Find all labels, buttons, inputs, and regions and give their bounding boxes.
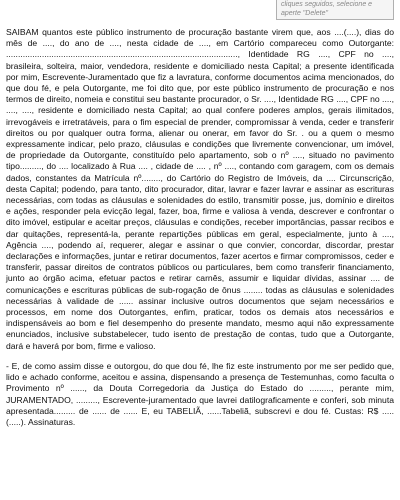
procuration-paragraph[interactable]: SAIBAM quantos este público instrumento de procuração bastante virem que, aos ....(....), dias do mês de ...., do ano de ...., nesta cidade de ...., em Cartório compareceu como Outorgante: ................................................................................................., Identidade RG ...., CPF no ...., brasileira, solteira, maior, vendedora, residente e domiciliado nesta Capital; a presente identificada por mim, Escrevente-Juramentado que fiz a lavratura, conforme documentos acima mencionados, do que dou fé, e pela Outorgante, me foi dito que, por este público instrumento de procuração e nos termos de direito, nomeia e constitui seu bastante procurador, o Sr. ...., Identidade RG ...., CPF no ...., ...., ...., residente e domiciliado nesta Capital; ao qual confere poderes amplos, gerais ilimitados, irrevogáveis e irretratáveis, para o fim especial de prender, compromissar à venda, ceder e transferir direitos ou por qualquer outra forma, alienar ou onerar, em favor do Sr. . ou a quem o mesmo expressamente indicar, pelo prazo, cláusulas e condições que livremente convencionar, um imóvel, de propriedade da Outorgante, constituído pelo apartamento, sob o nº ...., situado no pavimento tipo........., do .... localizado à Rua .... , cidade de .... , nº ...., contando com garagem, com os demais dados, constantes da Matrícula nº........, do Cartório do Registro de Imóveis, da .... Circunscrição, desta Capital; podendo, para tanto, dito procurador, ditar, lavrar e fazer lavrar e assinar as escrituras necessárias, com todas as cláusulas e solenidades do estilo, transmitir posse, jus, domínio e direitos e ações, responder pela evicção legal, fazer, boa, firme e valiosa à venda, descrever e confrontar o dito imóvel, estipular e aceitar preços, cláusulas e condições, receber importâncias, passar recibos e dar quitações, representá-la, perante repartições públicas em geral, especialmente, junto à ...., Agência ...., podendo aí, requerer, alegar e assinar o que convier, concordar, discordar, prestar declarações e informações, juntar e retirar documentos, fazer acertos e firmar compromissos, ceder e transferir, passar direitos de contratos públicos ou particulares, bem como transferir financiamento, junto ao órgão acima, efetuar pactos e retirar carnês, assumir e liquidar dívidas, assinar .... de comunicações e escrituras públicas de sub-rogação de ônus ........ todas as cláusulas e solenidades necessárias à validade de ...... assinar inclusive outros documentos que sejam necessários e processos, em nome dos Outorgantes, enfim, praticar, todos os demais atos necessários e indispensáveis ao bom e fiel desempenho do presente mandato, mesmo aqui não expressamente enunciados, inclusive substabelecer, tudo isento de prestação de contas, tudo que a Outorgante, dará e haverá por bom, firme e valioso. bbox=[6, 27, 394, 351]
document-body[interactable] bbox=[6, 27, 394, 428]
tooltip-line: aperte "Delete" bbox=[281, 10, 328, 17]
paragraph-spacer bbox=[6, 352, 394, 361]
delete-hint-tooltip bbox=[276, 0, 394, 20]
tooltip-line: cliques seguidos, selecione e bbox=[281, 1, 373, 8]
closing-paragraph[interactable]: - E, de como assim disse e outorgou, do que dou fé, lhe fiz este instrumento por me ser pedido que, lido e achado conforme, aceitou e assina, dispensando a presença de Testemunhas, como faculta o Provimento nº ......, da Douta Corregedoria da Justiça do Estado do ........., perante mim, JURAMENTADO, ........., Escrevente-juramentado que lavrei datilograficamente e conferi, sob minuta apresentada......... de ...... de ...... E, eu TABELIÃ, ......Tabeliã, subscrevi e dou fé. Custas: R$ ..... (.....). Assinaturas. bbox=[6, 360, 394, 427]
